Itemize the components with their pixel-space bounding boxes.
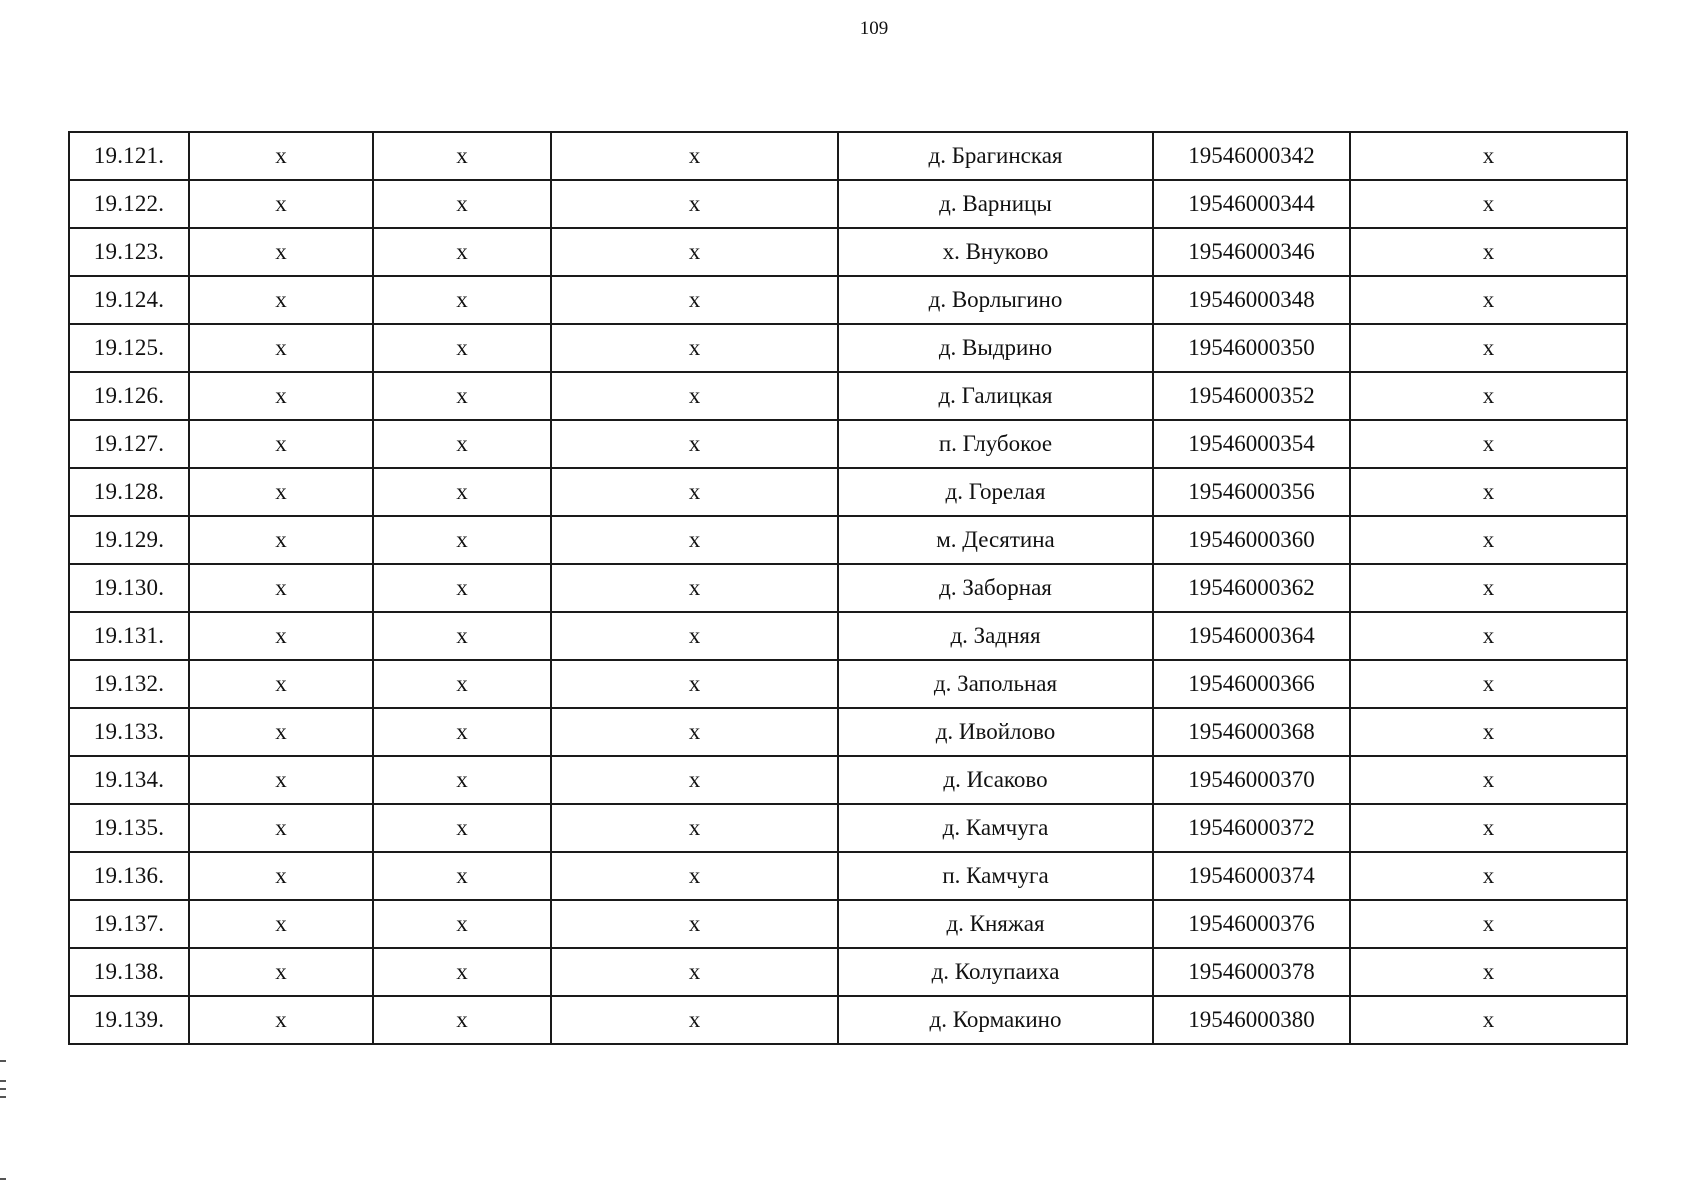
column-3-cell: х bbox=[373, 900, 551, 948]
settlement-name-cell: д. Ворлыгино bbox=[838, 276, 1153, 324]
settlement-name-cell: д. Запольная bbox=[838, 660, 1153, 708]
column-4-cell: х bbox=[551, 612, 838, 660]
column-2-cell: х bbox=[189, 660, 373, 708]
scan-margin-mark bbox=[0, 1088, 6, 1090]
oktmo-code-cell: 19546000370 bbox=[1153, 756, 1350, 804]
column-2-cell: х bbox=[189, 420, 373, 468]
row-number-cell: 19.139. bbox=[69, 996, 189, 1044]
settlement-name-cell: д. Галицкая bbox=[838, 372, 1153, 420]
column-3-cell: х bbox=[373, 708, 551, 756]
oktmo-code-cell: 19546000352 bbox=[1153, 372, 1350, 420]
column-7-cell: х bbox=[1350, 276, 1627, 324]
column-2-cell: х bbox=[189, 228, 373, 276]
column-3-cell: х bbox=[373, 228, 551, 276]
settlement-name-cell: п. Камчуга bbox=[838, 852, 1153, 900]
column-4-cell: х bbox=[551, 900, 838, 948]
column-2-cell: х bbox=[189, 948, 373, 996]
column-4-cell: х bbox=[551, 180, 838, 228]
row-number-cell: 19.138. bbox=[69, 948, 189, 996]
row-number-cell: 19.135. bbox=[69, 804, 189, 852]
table-row bbox=[69, 660, 1627, 708]
table-row bbox=[69, 516, 1627, 564]
column-4-cell: х bbox=[551, 516, 838, 564]
column-2-cell: х bbox=[189, 516, 373, 564]
settlement-name-cell: д. Выдрино bbox=[838, 324, 1153, 372]
column-7-cell: х bbox=[1350, 468, 1627, 516]
column-3-cell: х bbox=[373, 660, 551, 708]
column-4-cell: х bbox=[551, 564, 838, 612]
column-4-cell: х bbox=[551, 708, 838, 756]
settlement-name-cell: д. Ивойлово bbox=[838, 708, 1153, 756]
table-row bbox=[69, 612, 1627, 660]
column-4-cell: х bbox=[551, 948, 838, 996]
scan-margin-mark bbox=[0, 1178, 6, 1180]
column-3-cell: х bbox=[373, 468, 551, 516]
settlement-name-cell: д. Задняя bbox=[838, 612, 1153, 660]
settlement-name-cell: д. Варницы bbox=[838, 180, 1153, 228]
column-7-cell: х bbox=[1350, 324, 1627, 372]
column-4-cell: х bbox=[551, 276, 838, 324]
row-number-cell: 19.134. bbox=[69, 756, 189, 804]
oktmo-code-cell: 19546000342 bbox=[1153, 132, 1350, 180]
column-2-cell: х bbox=[189, 996, 373, 1044]
column-7-cell: х bbox=[1350, 852, 1627, 900]
row-number-cell: 19.130. bbox=[69, 564, 189, 612]
column-7-cell: х bbox=[1350, 564, 1627, 612]
column-7-cell: х bbox=[1350, 660, 1627, 708]
column-3-cell: х bbox=[373, 516, 551, 564]
column-3-cell: х bbox=[373, 756, 551, 804]
column-3-cell: х bbox=[373, 564, 551, 612]
row-number-cell: 19.125. bbox=[69, 324, 189, 372]
column-2-cell: х bbox=[189, 612, 373, 660]
column-3-cell: х bbox=[373, 132, 551, 180]
row-number-cell: 19.131. bbox=[69, 612, 189, 660]
column-4-cell: х bbox=[551, 420, 838, 468]
oktmo-code-cell: 19546000366 bbox=[1153, 660, 1350, 708]
column-2-cell: х bbox=[189, 372, 373, 420]
column-2-cell: х bbox=[189, 276, 373, 324]
column-4-cell: х bbox=[551, 468, 838, 516]
column-4-cell: х bbox=[551, 804, 838, 852]
settlement-name-cell: д. Горелая bbox=[838, 468, 1153, 516]
column-7-cell: х bbox=[1350, 180, 1627, 228]
settlement-name-cell: д. Камчуга bbox=[838, 804, 1153, 852]
oktmo-code-cell: 19546000350 bbox=[1153, 324, 1350, 372]
scan-margin-mark bbox=[0, 1096, 6, 1098]
column-2-cell: х bbox=[189, 900, 373, 948]
table-row bbox=[69, 324, 1627, 372]
column-2-cell: х bbox=[189, 132, 373, 180]
column-4-cell: х bbox=[551, 852, 838, 900]
column-7-cell: х bbox=[1350, 228, 1627, 276]
column-4-cell: х bbox=[551, 996, 838, 1044]
column-7-cell: х bbox=[1350, 996, 1627, 1044]
row-number-cell: 19.127. bbox=[69, 420, 189, 468]
column-7-cell: х bbox=[1350, 900, 1627, 948]
scan-margin-mark bbox=[0, 1080, 6, 1082]
column-2-cell: х bbox=[189, 804, 373, 852]
row-number-cell: 19.123. bbox=[69, 228, 189, 276]
column-4-cell: х bbox=[551, 324, 838, 372]
settlement-name-cell: д. Кормакино bbox=[838, 996, 1153, 1044]
row-number-cell: 19.128. bbox=[69, 468, 189, 516]
table-row bbox=[69, 228, 1627, 276]
row-number-cell: 19.129. bbox=[69, 516, 189, 564]
column-4-cell: х bbox=[551, 756, 838, 804]
row-number-cell: 19.126. bbox=[69, 372, 189, 420]
oktmo-code-cell: 19546000346 bbox=[1153, 228, 1350, 276]
column-2-cell: х bbox=[189, 564, 373, 612]
oktmo-code-cell: 19546000354 bbox=[1153, 420, 1350, 468]
table-row bbox=[69, 180, 1627, 228]
settlement-name-cell: м. Десятина bbox=[838, 516, 1153, 564]
table-row bbox=[69, 996, 1627, 1044]
oktmo-code-cell: 19546000374 bbox=[1153, 852, 1350, 900]
column-7-cell: х bbox=[1350, 132, 1627, 180]
row-number-cell: 19.124. bbox=[69, 276, 189, 324]
column-3-cell: х bbox=[373, 420, 551, 468]
row-number-cell: 19.132. bbox=[69, 660, 189, 708]
settlement-name-cell: д. Княжая bbox=[838, 900, 1153, 948]
settlement-name-cell: д. Колупаиха bbox=[838, 948, 1153, 996]
column-3-cell: х bbox=[373, 324, 551, 372]
table-body bbox=[69, 132, 1627, 1044]
column-7-cell: х bbox=[1350, 612, 1627, 660]
column-4-cell: х bbox=[551, 660, 838, 708]
table-row bbox=[69, 276, 1627, 324]
table-row bbox=[69, 564, 1627, 612]
table-row bbox=[69, 900, 1627, 948]
row-number-cell: 19.122. bbox=[69, 180, 189, 228]
column-3-cell: х bbox=[373, 180, 551, 228]
settlement-name-cell: д. Исаково bbox=[838, 756, 1153, 804]
scan-margin-mark bbox=[0, 1060, 6, 1062]
row-number-cell: 19.137. bbox=[69, 900, 189, 948]
settlement-name-cell: п. Глубокое bbox=[838, 420, 1153, 468]
table-row bbox=[69, 420, 1627, 468]
column-2-cell: х bbox=[189, 468, 373, 516]
column-2-cell: х bbox=[189, 324, 373, 372]
oktmo-code-cell: 19546000344 bbox=[1153, 180, 1350, 228]
table-row bbox=[69, 852, 1627, 900]
column-4-cell: х bbox=[551, 372, 838, 420]
column-3-cell: х bbox=[373, 804, 551, 852]
column-4-cell: х bbox=[551, 228, 838, 276]
oktmo-code-cell: 19546000372 bbox=[1153, 804, 1350, 852]
column-2-cell: х bbox=[189, 708, 373, 756]
column-2-cell: х bbox=[189, 756, 373, 804]
settlement-name-cell: д. Брагинская bbox=[838, 132, 1153, 180]
page-number: 109 bbox=[859, 18, 889, 39]
column-2-cell: х bbox=[189, 852, 373, 900]
settlement-name-cell: х. Внуково bbox=[838, 228, 1153, 276]
table-row bbox=[69, 804, 1627, 852]
column-3-cell: х bbox=[373, 948, 551, 996]
column-7-cell: х bbox=[1350, 420, 1627, 468]
column-3-cell: х bbox=[373, 612, 551, 660]
oktmo-code-cell: 19546000364 bbox=[1153, 612, 1350, 660]
table-row bbox=[69, 948, 1627, 996]
column-3-cell: х bbox=[373, 276, 551, 324]
column-4-cell: х bbox=[551, 132, 838, 180]
column-7-cell: х bbox=[1350, 756, 1627, 804]
oktmo-code-cell: 19546000356 bbox=[1153, 468, 1350, 516]
column-3-cell: х bbox=[373, 996, 551, 1044]
column-7-cell: х bbox=[1350, 948, 1627, 996]
settlements-table bbox=[68, 131, 1628, 1045]
settlement-name-cell: д. Заборная bbox=[838, 564, 1153, 612]
oktmo-code-cell: 19546000376 bbox=[1153, 900, 1350, 948]
table-row bbox=[69, 132, 1627, 180]
column-7-cell: х bbox=[1350, 516, 1627, 564]
oktmo-code-cell: 19546000360 bbox=[1153, 516, 1350, 564]
oktmo-code-cell: 19546000362 bbox=[1153, 564, 1350, 612]
column-7-cell: х bbox=[1350, 372, 1627, 420]
row-number-cell: 19.133. bbox=[69, 708, 189, 756]
column-7-cell: х bbox=[1350, 708, 1627, 756]
column-3-cell: х bbox=[373, 372, 551, 420]
table-row bbox=[69, 756, 1627, 804]
row-number-cell: 19.121. bbox=[69, 132, 189, 180]
column-3-cell: х bbox=[373, 852, 551, 900]
row-number-cell: 19.136. bbox=[69, 852, 189, 900]
table-row bbox=[69, 372, 1627, 420]
table-row bbox=[69, 468, 1627, 516]
oktmo-code-cell: 19546000368 bbox=[1153, 708, 1350, 756]
oktmo-code-cell: 19546000378 bbox=[1153, 948, 1350, 996]
column-2-cell: х bbox=[189, 180, 373, 228]
table-row bbox=[69, 708, 1627, 756]
oktmo-code-cell: 19546000380 bbox=[1153, 996, 1350, 1044]
column-7-cell: х bbox=[1350, 804, 1627, 852]
oktmo-code-cell: 19546000348 bbox=[1153, 276, 1350, 324]
